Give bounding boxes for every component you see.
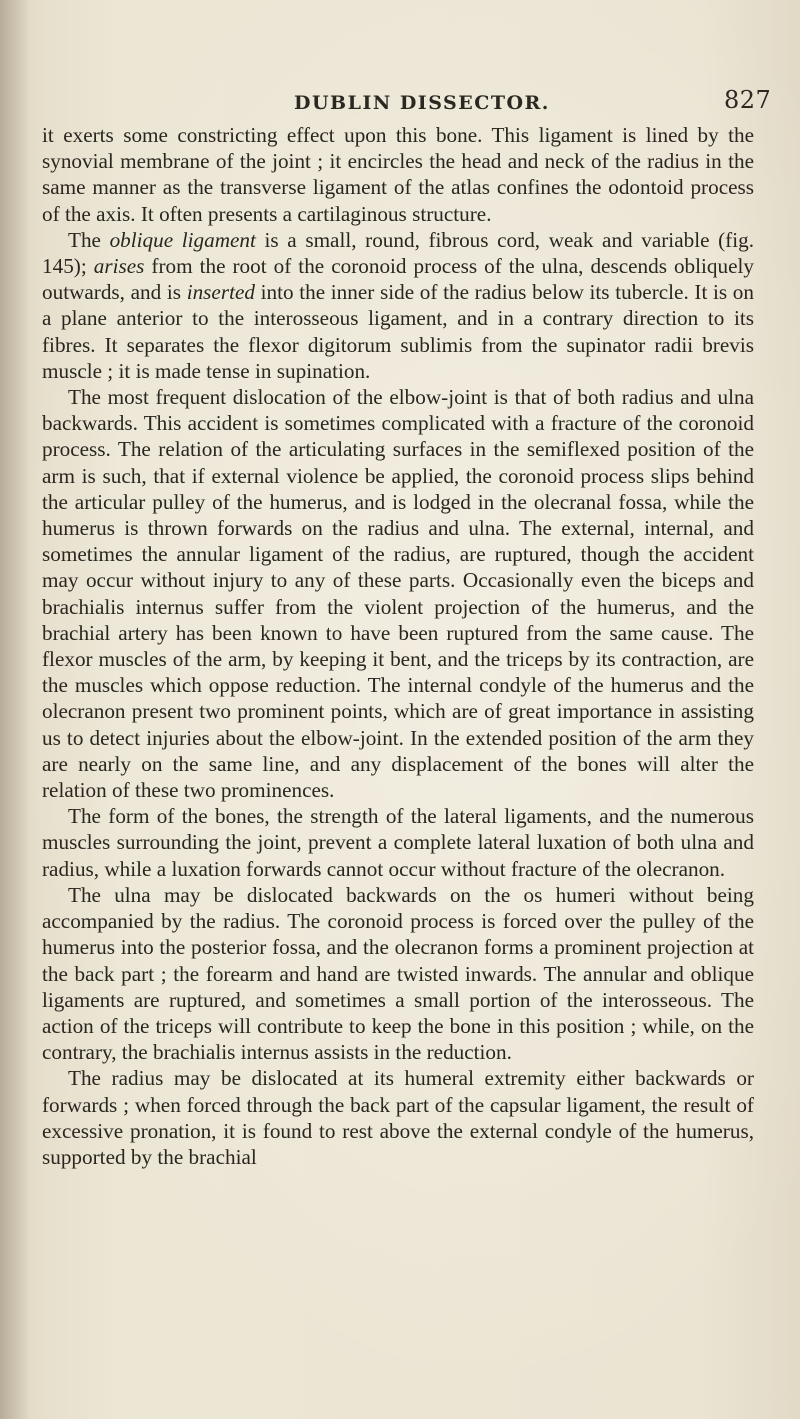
running-title: DUBLIN DISSECTOR. [294,92,550,114]
page-edge-shadow [0,0,30,1419]
paragraph-dislocation-backwards: The most frequent dislocation of the elbow-joint is that of both radius and ulna backwards. This accident is sometimes complicated with a fracture of the coronoid process. The relation of the articulating surfaces in the semiflexed position of the arm is such, that if external violence be applied, the coronoid process slips behind the articular pulley of the humerus, and is lodged in the olecranal fossa, while the humerus is thrown forwards on the radius and ulna. The external, internal, and sometimes the annular ligament of the radius, are ruptured, though the accident may occur without injury to any of these parts. Occasionally even the biceps and brachialis internus suffer from the violent projection of the humerus, and the brachial artery has been known to have been ruptured from the same cause. The flexor muscles of the arm, by keeping it bent, and the triceps by its contraction, are the muscles which oppose reduction. The internal condyle of the humerus and the olecranon present two prominent points, which are of great importance in assisting us to detect injuries about the elbow-joint. In the extended position of the arm they are nearly on the same line, and any displacement of the bones will alter the relation of these two prominences. [42,385,754,803]
paragraph-oblique-ligament [42,227,754,384]
oblique-ligament-term: oblique ligament [109,227,256,252]
oblique-lead: The [68,227,110,252]
oblique-tail: into the inner side of the radius below its tubercle. It is on a plane anterior to the interosseous ligament, and in a contrary direction to its fibres. It separates the flexor digitorum sublimis from the supinator radii brevis muscle ; it is made tense in supination. [42,280,754,383]
page-header [0,84,800,116]
inserted-term: inserted [186,280,255,305]
page-number: 827 [724,86,772,114]
oblique-mid-2: from the root of the coronoid process of the ulna, descends obliquely outwards, and is [42,254,754,305]
arises-term: arises [93,254,145,279]
body-text [42,122,754,1170]
paragraph-radius-dislocation: The radius may be dislocated at its humeral extremity either backwards or forwards ; when forced through the back part of the capsular ligament, the result of excessive pronation, it is found to rest above the external condyle of the humerus, supported by the brachial [42,1066,754,1169]
paragraph-annular-ligament: it exerts some constricting effect upon this bone. This ligament is lined by the synovial membrane of the joint ; it encircles the head and neck of the radius in the same manner as the transverse ligament of the atlas confines the odontoid process of the axis. It often presents a cartilaginous structure. [42,123,754,226]
oblique-mid-1: is a small, round, fibrous cord, weak and variable (fig. 145); [42,227,754,279]
paragraph-lateral-luxation: The form of the bones, the strength of the lateral ligaments, and the numerous muscles surrounding the joint, prevent a complete lateral luxation of both ulna and radius, while a luxation forwards cannot occur without fracture of the olecranon. [42,804,754,881]
paragraph-ulna-dislocation: The ulna may be dislocated backwards on the os humeri without being accompanied by the radius. The coronoid process is forced over the pulley of the humerus into the posterior fossa, and the olecranon forms a prominent projection at the back part ; the forearm and hand are twisted inwards. The annular and oblique ligaments are ruptured, and sometimes a small portion of the interosseous. The action of the triceps will contribute to keep the bone in this position ; while, on the contrary, the brachialis internus assists in the reduction. [42,882,754,1065]
